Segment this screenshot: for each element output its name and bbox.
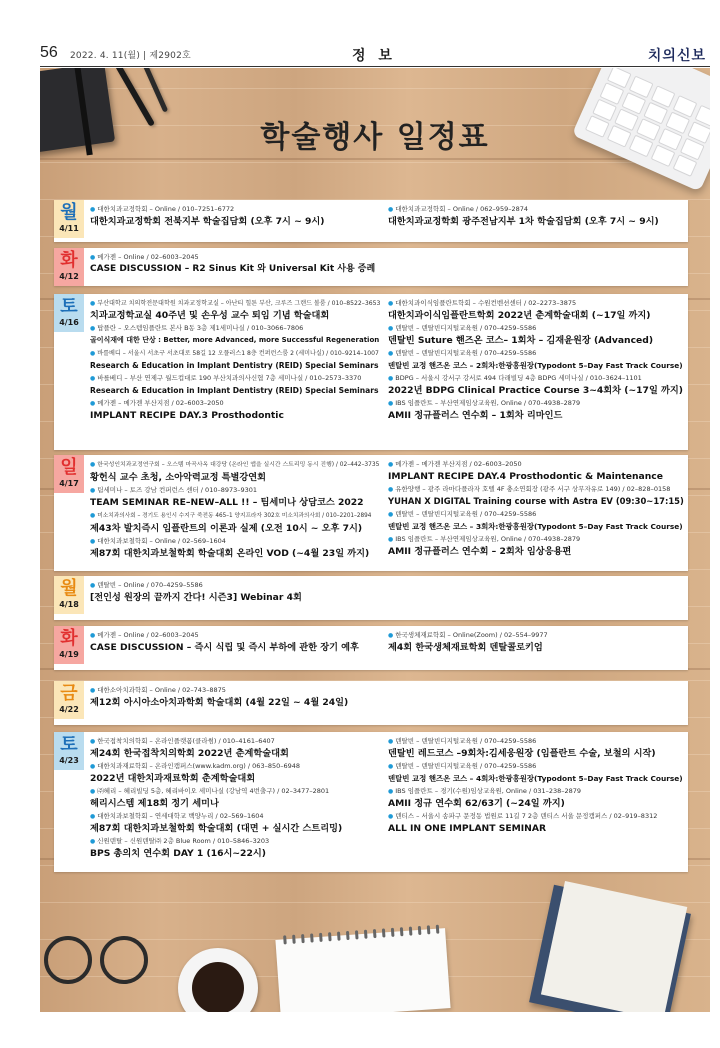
event-item	[388, 736, 684, 760]
event-organizer: ● 한국접착치의학회 – 온라인플랫폼(클라썸) / 010–4161–6407	[90, 736, 380, 747]
schedule-day-row	[54, 732, 688, 872]
page-title: 학술행사 일정표	[260, 120, 490, 155]
wood-grain	[40, 162, 710, 163]
spiral-ring	[283, 935, 287, 944]
spiral-ring	[382, 928, 386, 937]
glasses-image	[44, 928, 154, 988]
event-title: AMII 정규플러스 연수회 – 2회차 임상응용편	[388, 546, 572, 557]
event-title: 덴탈빈 레드코스 –9회차:김세웅원장 (임플란트 수술, 보철의 시작)	[388, 748, 656, 759]
event-title: [전인성 원장의 끝까지 간다! 시즌3] Webinar 4회	[90, 592, 302, 603]
event-item	[388, 761, 684, 785]
event-title: 대한치과이식임플란트학회 2022년 춘계학술대회 (~17일 까지)	[388, 310, 651, 321]
event-organizer: ● 덴탈빈 – Online / 070–4259–5586	[90, 580, 380, 591]
event-organizer: ● IBS 임플란트 – 부산연제임상교육원, Online / 070–4938–2879	[388, 534, 684, 545]
event-item	[90, 485, 380, 509]
event-title: AMII 정규플러스 연수회 – 1회차 리마인드	[388, 410, 563, 421]
event-title: 치과교정학교실 40주년 및 손우성 교수 퇴임 기념 학술대회	[90, 310, 330, 321]
event-organizer: ● 메가젠 – 메가젠 부산지점 / 02–6003–2050	[90, 398, 380, 409]
left-column	[90, 736, 380, 861]
event-title: 덴탈빈 Suture 핸즈온 코스– 1회차 – 김재윤원장 (Advanced)	[388, 335, 654, 346]
event-title: 대한치과교정학회 광주전남지부 1차 학술집담회 (오후 7시 ~ 9시)	[388, 216, 659, 227]
spiral-notepad-image	[275, 928, 450, 1012]
day-tab	[54, 626, 84, 664]
left-column	[90, 298, 380, 423]
event-item	[388, 509, 684, 533]
event-title: AMII 정규 연수회 62/63기 (~24일 까지)	[388, 798, 565, 809]
weekday-label: 토	[60, 296, 78, 317]
event-organizer: ● IBS 임플란트 – 경기(수원)임상교육원, Online / 031–238–2879	[388, 786, 684, 797]
event-item	[90, 459, 380, 484]
date-label: 4/11	[59, 224, 79, 233]
event-organizer: ● ㈜혜리 – 혜리빌딩 5층, 혜리바이오 세미나실 (강남역 4번출구) / 02–3477–2801	[90, 786, 380, 797]
event-item	[90, 298, 380, 322]
day-tab	[54, 248, 84, 286]
spiral-ring	[373, 929, 377, 938]
event-item	[90, 373, 380, 397]
event-item	[388, 811, 684, 835]
spiral-ring	[409, 926, 413, 935]
day-tab	[54, 200, 84, 238]
schedule-day-row	[54, 626, 688, 670]
weekday-label: 월	[60, 578, 78, 599]
event-title: BPS 총의치 연수회 DAY 1 (16시~22시)	[90, 848, 266, 859]
event-organizer: ● 덴탈빈 – 덴탈빈디지털교육원 / 070–4259–5586	[388, 761, 684, 772]
event-organizer: ● 덴탈빈 – 덴탈빈디지털교육원 / 070–4259–5586	[388, 509, 684, 520]
coffee-cup-image	[178, 948, 258, 1012]
section-name: 정 보	[352, 48, 396, 64]
event-organizer: ● 팀세미나 – 토즈 강남 컨퍼런스 센터 / 010–8973–9301	[90, 485, 380, 496]
date-label: 4/12	[59, 272, 79, 281]
event-item	[90, 252, 380, 276]
event-item	[90, 510, 380, 535]
day-tab	[54, 681, 84, 719]
spiral-ring	[436, 925, 440, 934]
event-item	[90, 580, 380, 604]
spiral-ring	[391, 928, 395, 937]
newspaper-logo: 치의신보	[647, 48, 706, 64]
date-label: 4/18	[59, 600, 79, 609]
schedule-day-row	[54, 248, 688, 286]
spiral-ring	[301, 934, 305, 943]
event-title: Research & Education in Implant Dentistry (REID) Special Seminars	[90, 361, 379, 370]
event-item	[90, 204, 380, 228]
event-organizer: ● 탑플란 – 오스템임플란트 본사 B동 3층 제1세미나실 / 010–3066–7806	[90, 323, 380, 334]
event-title: 황헌식 교수 초청, 소아악력교정 특별강연회	[90, 472, 267, 483]
event-item	[388, 534, 684, 558]
right-column	[388, 204, 684, 229]
spiral-ring	[310, 933, 314, 942]
event-title: 제87회 대한치과보철학회 학술대회 온라인 VOD (~4월 23일 까지)	[90, 548, 370, 559]
page-header	[40, 44, 710, 68]
event-item	[388, 373, 684, 397]
left-column	[90, 580, 380, 605]
event-item	[388, 786, 684, 810]
event-title: ALL IN ONE IMPLANT SEMINAR	[388, 823, 547, 834]
event-title: IMPLANT RECIPE DAY.4 Prosthodontic & Maintenance	[388, 471, 663, 482]
event-organizer: ● 한국생체재료학회 – Online(Zoom) / 02–554–9977	[388, 630, 684, 641]
day-tab	[54, 732, 84, 770]
event-item	[90, 786, 380, 810]
event-title: CASE DISCUSSION – R2 Sinus Kit 와 Universal Kit 사용 증례	[90, 264, 376, 274]
event-organizer: ● 덴탈빈 – 덴탈빈디지털교육원 / 070–4259–5586	[388, 323, 684, 334]
event-item	[388, 484, 684, 508]
event-title: 덴탈빈 교정 핸즈온 코스 – 2회차:한광흥원장(Typodont 5–Day Fast Track Course)	[388, 361, 683, 370]
header-rule	[40, 66, 710, 67]
event-title: 제4회 한국생체재료학회 덴탈콜로키엄	[388, 642, 543, 653]
event-title: 제43차 발치즉시 임플란트의 이론과 실제 (오전 10시 ~ 오후 7시)	[90, 523, 363, 534]
event-item	[90, 630, 380, 654]
schedule-day-row	[54, 576, 688, 620]
event-organizer: ● 대한치과재료학회 – 온라인캠퍼스(www.kadm.org) / 063–850–6948	[90, 761, 380, 772]
right-column	[388, 298, 684, 423]
event-item	[388, 348, 684, 372]
event-item	[90, 685, 380, 709]
event-organizer: ● 대한치과교정학회 – Online / 062–959–2874	[388, 204, 684, 215]
date-label: 4/23	[59, 756, 79, 765]
book-image	[529, 885, 691, 1012]
spiral-ring	[292, 935, 296, 944]
event-title: 골이식재에 대한 단상 : Better, more Advanced, more Successful Regeneration	[90, 336, 380, 344]
wood-plank-seam	[40, 158, 710, 160]
event-organizer: ● 덴탈빈 – 덴탈빈디지털교육원 / 070–4259–5586	[388, 348, 684, 359]
weekday-label: 화	[60, 628, 78, 649]
event-title: 덴탈빈 교정 핸즈온 코스 – 3회차:한광흥원장(Typodont 5–Day Fast Track Course)	[388, 522, 683, 531]
event-title: IMPLANT RECIPE DAY.3 Prosthodontic	[90, 410, 284, 421]
spiral-ring	[400, 927, 404, 936]
event-title: 제24회 한국접착치의학회 2022년 춘계학술대회	[90, 748, 289, 759]
spiral-ring	[355, 930, 359, 939]
spiral-ring	[337, 932, 341, 941]
spiral-ring	[418, 926, 422, 935]
event-item	[90, 761, 380, 785]
event-organizer: ● 덴티스 – 서울시 송파구 문정동 법원로 11길 7 2층 덴티스 서울 문정캠퍼스 / 02–919–8312	[388, 811, 684, 822]
spiral-ring	[346, 931, 350, 940]
event-organizer: ● 메가젠 – Online / 02–6003–2045	[90, 630, 380, 641]
spiral-ring	[427, 925, 431, 934]
schedule-day-row	[54, 681, 688, 725]
event-organizer: ● 미소치과의사회 – 경기도 용인시 수지구 죽전동 465–1 양지프라자 302호 미소치과의사회 / 010–2201–2894	[90, 510, 380, 522]
event-item	[90, 536, 380, 560]
event-title: 2022년 BDPG Clinical Practice Course 3~4회차 (~17일 까지)	[388, 385, 683, 396]
event-organizer: ● 대한치과보철학회 – Online / 02–569–1604	[90, 536, 380, 547]
event-organizer: ● 바를베디 – 부산 연제구 월드컵대로 190 부산치과의사신협 7층 세미나실 / 010–2573–3370	[90, 373, 380, 384]
event-organizer: ● 신원덴탈 – 신원덴탈㈜ 2층 Blue Room / 010–5846–3203	[90, 836, 380, 847]
event-item	[90, 348, 380, 372]
event-organizer: ● 메가젠 – 메가젠 부산지점 / 02–6003–2050	[388, 459, 684, 470]
event-organizer: ● 바를베디 – 서울시 서초구 서초대로 58길 12 오플러스1 8층 컨퍼런스룸 2 (세미나실) / 010–9214–1007	[90, 348, 380, 359]
event-title: 대한치과교정학회 전북지부 학술집담회 (오후 7시 ~ 9시)	[90, 216, 325, 227]
event-item	[388, 398, 684, 422]
date-label: 4/16	[59, 318, 79, 327]
right-column	[388, 630, 684, 655]
event-title: 제12회 아시아소아치과학회 학술대회 (4월 22일 ~ 4월 24일)	[90, 697, 349, 708]
weekday-label: 일	[60, 457, 78, 478]
event-title: 헤리시스템 제18회 정기 세미나	[90, 798, 219, 809]
schedule-day-row	[54, 455, 688, 571]
weekday-label: 월	[60, 202, 78, 223]
date-label: 4/19	[59, 650, 79, 659]
page-number: 56	[40, 44, 58, 61]
event-organizer: ● 대한치과교정학회 – Online / 010–7251–6772	[90, 204, 380, 215]
event-organizer: ● 부산대학교 치의학전문대학원 치과교정학교실 – 아난티 힐튼 부산, 크루즈 그랜드 볼룸 / 010–8522–3653	[90, 298, 380, 309]
event-organizer: ● 한국성인치과교정연구회 – 오스템 마곡사옥 대강당 (온라인 앱을 실시간 스트리밍 동시 진행) / 02–442–3735	[90, 459, 380, 471]
event-item	[90, 323, 380, 347]
event-title: Research & Education in Implant Dentistry (REID) Special Seminars	[90, 386, 379, 395]
event-title: YUHAN X DIGITAL Training course with Astra EV (09:30~17:15)	[388, 496, 684, 506]
event-item	[90, 736, 380, 760]
schedule-day-row	[54, 200, 688, 242]
date-label: 4/17	[59, 479, 79, 488]
event-organizer: ● 대한소아치과학회 – Online / 02–743–8875	[90, 685, 380, 696]
spiral-ring	[364, 930, 368, 939]
event-organizer: ● IBS 임플란트 – 부산연제임상교육원, Online / 070–4938–2879	[388, 398, 684, 409]
issue-date: 2022. 4. 11(월) | 제2902호	[70, 51, 191, 61]
event-item	[388, 630, 684, 654]
event-title: 제87회 대한치과보철학회 학술대회 (대면 + 실시간 스트리밍)	[90, 823, 343, 834]
day-tab	[54, 294, 84, 332]
event-item	[388, 323, 684, 347]
left-column	[90, 685, 380, 710]
spiral-ring	[328, 932, 332, 941]
date-label: 4/22	[59, 705, 79, 714]
wood-background	[40, 68, 710, 1012]
weekday-label: 금	[60, 683, 78, 704]
weekday-label: 화	[60, 250, 78, 271]
event-organizer: ● 대한치과이식임플란트학회 – 수원컨벤션센터 / 02–2273–3875	[388, 298, 684, 309]
left-column	[90, 459, 380, 561]
event-organizer: ● 유한양행 – 광주 라마다플라자 호텔 4F 충소연회장 (광주 서구 상무자유로 149) / 02–828–0158	[388, 484, 684, 495]
schedule-day-row	[54, 294, 688, 450]
left-column	[90, 630, 380, 655]
event-title: 덴탈빈 교정 핸즈온 코스 – 4회차:한광흥원장(Typodont 5–Day Fast Track Course)	[388, 774, 683, 783]
weekday-label: 토	[60, 734, 78, 755]
event-title: TEAM SEMINAR RE–NEW–ALL !! – 팀세미나 상담코스 2022	[90, 497, 364, 508]
day-tab	[54, 455, 84, 493]
event-title: CASE DISCUSSION – 즉시 식립 및 즉시 부하에 관한 장기 예후	[90, 642, 359, 653]
event-organizer: ● BDPG – 서울시 강서구 강서로 494 다래빌딩 4층 BDPG 세미나실 / 010–3624–1101	[388, 373, 684, 384]
day-tab	[54, 576, 84, 614]
right-column	[388, 736, 684, 836]
event-item	[388, 459, 684, 483]
event-title: 2022년 대한치과재료학회 춘계학술대회	[90, 773, 256, 784]
event-organizer: ● 덴탈빈 – 덴탈빈디지털교육원 / 070–4259–5586	[388, 736, 684, 747]
right-column	[388, 459, 684, 559]
event-item	[90, 811, 380, 835]
left-column	[90, 252, 380, 277]
event-item	[90, 398, 380, 422]
event-item	[388, 204, 684, 228]
event-item	[388, 298, 684, 322]
event-organizer: ● 대한치과보철학회 – 연세대학교 백양누리 / 02–569–1604	[90, 811, 380, 822]
spiral-ring	[319, 933, 323, 942]
event-item	[90, 836, 380, 860]
event-organizer: ● 메가젠 – Online / 02–6003–2045	[90, 252, 380, 263]
left-column	[90, 204, 380, 229]
